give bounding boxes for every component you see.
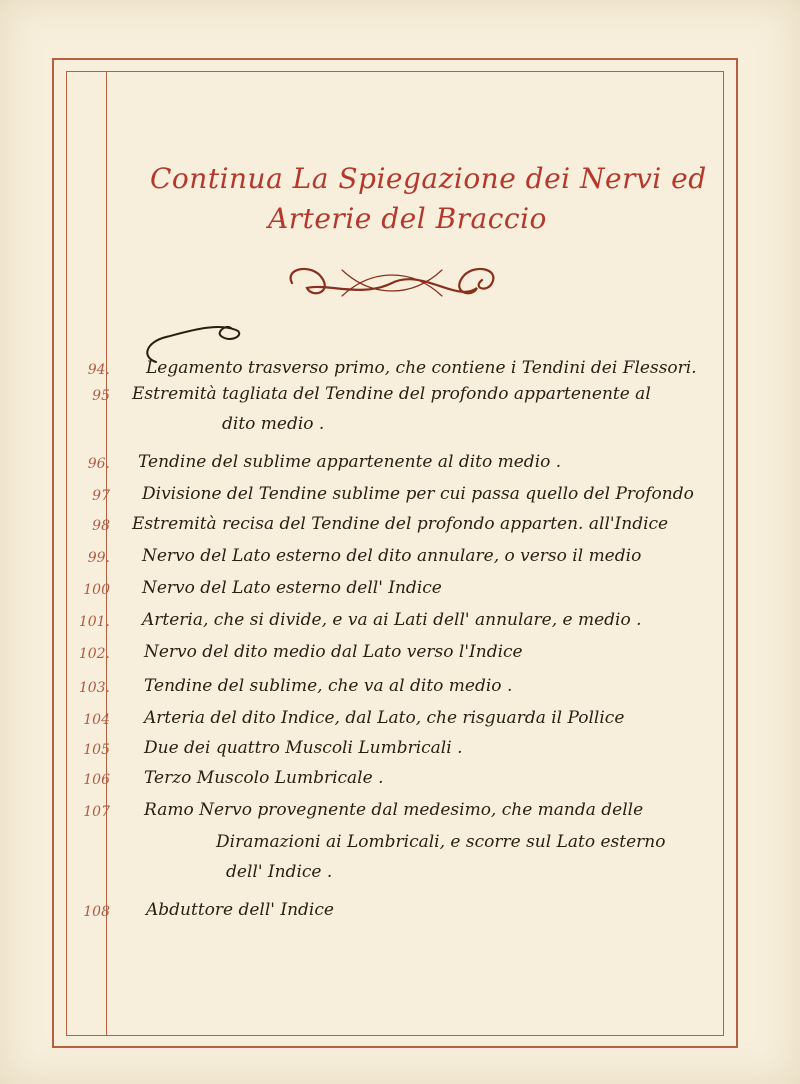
entry-text: Estremità recisa del Tendine del profondo apparten. all'Indice bbox=[132, 514, 669, 534]
entry-text: Tendine del sublime, che va al dito medio . bbox=[144, 676, 513, 696]
entry-text: Legamento trasverso primo, che contiene i Tendini dei Flessori. bbox=[146, 358, 697, 378]
entry-number: 98 bbox=[92, 518, 110, 534]
entry-text: dell' Indice . bbox=[226, 862, 333, 882]
entry-text: Due dei quattro Muscoli Lumbricali . bbox=[144, 738, 463, 758]
entry-text: Estremità tagliata del Tendine del profondo appartenente al bbox=[132, 384, 651, 404]
flourish-ornament-icon bbox=[282, 258, 502, 308]
entry-text: Abduttore dell' Indice bbox=[146, 900, 334, 920]
entry-number: 104 bbox=[83, 712, 110, 728]
entry-text: Ramo Nervo provegnente dal medesimo, che manda delle bbox=[144, 800, 644, 820]
entry-text: Nervo del Lato esterno dell' Indice bbox=[142, 578, 442, 598]
page-title-line-1: Continua La Spiegazione dei Nervi ed bbox=[150, 162, 707, 195]
entry-number: 99. bbox=[87, 550, 110, 566]
entry-number: 97 bbox=[92, 488, 110, 504]
entry-number: 94. bbox=[87, 362, 110, 378]
entry-text: Tendine del sublime appartenente al dito medio . bbox=[138, 452, 562, 472]
entry-text: Terzo Muscolo Lumbricale . bbox=[144, 768, 384, 788]
entry-number: 103. bbox=[78, 680, 110, 696]
entry-number: 105 bbox=[83, 742, 110, 758]
entry-text: Diramazioni ai Lombricali, e scorre sul Lato esterno bbox=[216, 832, 666, 852]
entry-text: Arteria, che si divide, e va ai Lati dell' annulare, e medio . bbox=[142, 610, 642, 630]
entry-text: Divisione del Tendine sublime per cui passa quello del Profondo bbox=[142, 484, 694, 504]
page-title-line-2: Arterie del Braccio bbox=[268, 202, 547, 235]
entry-text: dito medio . bbox=[222, 414, 325, 434]
entry-number: 95 bbox=[92, 388, 110, 404]
entry-number: 100 bbox=[83, 582, 110, 598]
entry-number: 101. bbox=[78, 614, 110, 630]
entry-number: 108 bbox=[83, 904, 110, 920]
entry-number: 96. bbox=[87, 456, 110, 472]
entry-text: Arteria del dito Indice, dal Lato, che risguarda il Pollice bbox=[144, 708, 625, 728]
entry-text: Nervo del Lato esterno del dito annulare, o verso il medio bbox=[142, 546, 642, 566]
entry-text: Nervo del dito medio dal Lato verso l'Indice bbox=[144, 642, 523, 662]
entry-number: 106 bbox=[83, 772, 110, 788]
entry-number: 107 bbox=[83, 804, 110, 820]
entry-number: 102. bbox=[78, 646, 110, 662]
